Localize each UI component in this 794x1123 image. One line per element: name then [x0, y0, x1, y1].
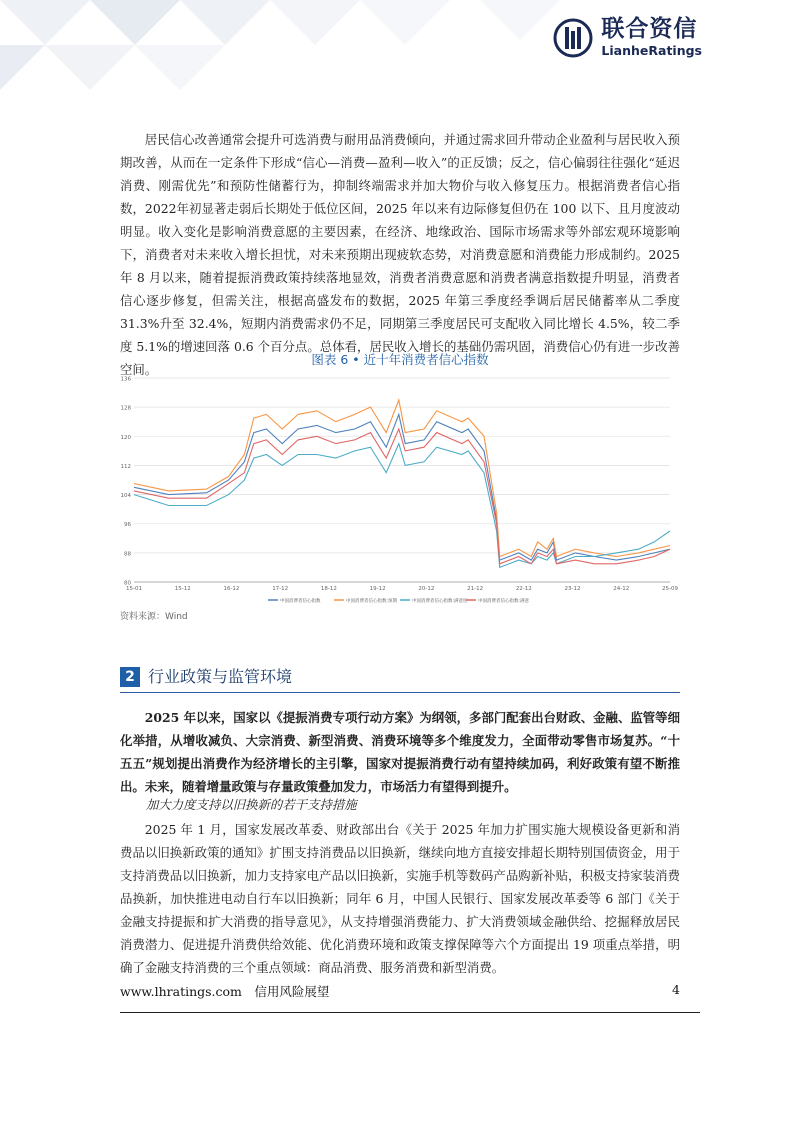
y-tick-label: 120 [120, 434, 131, 441]
x-tick-label: 15-12 [174, 586, 191, 592]
y-tick-label: 112 [120, 463, 131, 470]
footer-site: www.lhratings.com 信用风险展望 [120, 984, 330, 999]
section-header [120, 666, 680, 693]
series-line-4 [134, 429, 670, 564]
section-number: 2 [120, 667, 140, 687]
y-tick-label: 128 [120, 405, 131, 412]
page-number: 4 [672, 982, 680, 997]
lianhe-logo-icon [553, 18, 593, 58]
series-line-3 [134, 444, 670, 568]
x-tick-label: 18-12 [320, 586, 337, 592]
company-logo [553, 18, 702, 58]
footer-divider [120, 1012, 700, 1013]
figure-title: 图表 6 • 近十年消费者信心指数 [311, 352, 489, 367]
y-tick-label: 88 [124, 551, 131, 558]
logo-chinese-name: 联合资信 [601, 16, 698, 43]
x-tick-label: 24-12 [613, 586, 630, 592]
x-tick-label: 15-01 [126, 586, 142, 592]
x-tick-label: 22-12 [515, 586, 532, 592]
y-tick-label: 80 [124, 580, 131, 587]
legend-label: 中国消费者信心指数:满意 [478, 599, 530, 604]
x-tick-label: 16-12 [223, 586, 240, 592]
x-tick-label: 17-12 [272, 586, 289, 592]
legend-label: 中国消费者信心指数:满意度 [412, 599, 468, 604]
page-footer [120, 982, 680, 1000]
series-line-2 [134, 400, 670, 557]
section-lead-paragraph: 2025 年以来，国家以《提振消费专项行动方案》为纲领，多部门配套出台财政、金融、监管等细化举措，从增收减负、大宗消费、新型消费、消费环境等多个维度发力，全面带动零售市场复苏。“十五五”规划提出消费作为经济增长的主引擎，国家对提振消费行动有望持续加码，利好政策有望不断推出。未来，随着增量政策与存量政策叠加发力，市场活力有望得到提升。 [120, 710, 680, 794]
body-paragraph-consumer-confidence: 居民信心改善通常会提升可选消费与耐用品消费倾向，并通过需求回升带动企业盈利与居民收入预期改善，从而在一定条件下形成“信心—消费—盈利—收入”的正反馈；反之，信心偏弱往往强化“延迟消费、刚需优先”和预防性储蓄行为，抑制终端需求并加大物价与收入修复压力。根据消费者信心指数，2022年初显著走弱后长期处于低位区间，2025 年以来有边际修复但仍在 100 以下、且月度波动明显。收入变化是影响消费意愿的主要因素，在经济、地缘政治、国际市场需求等外部宏观环境影响下，消费者对未来收入增长担忧，对未来预期出现疲软态势，对消费意愿和消费能力形成制约。2025 年 8 月以来，随着提振消费政策持续落地显效，消费者消费意愿和消费者满意指数提升明显，消费者信心逐步修复，但需关注，根据高盛发布的数据，2025 年第三季度经季调后居民储蓄率从二季度 31.3%升至 32.4%，短期内消费需求仍不足，同期第三季度居民可支配收入同比增长 4.5%，较二季度 5.1%的增速回落 0.6 个百分点。总体看，居民收入增长的基础仍需巩固，消费信心仍有进一步改善空间。 [120, 132, 680, 377]
legend-label: 中国消费者信心指数:预期 [346, 599, 398, 604]
x-tick-label: 25-09 [662, 586, 678, 592]
x-tick-label: 23-12 [564, 586, 581, 592]
x-tick-label: 20-12 [418, 586, 435, 592]
y-tick-label: 136 [120, 376, 131, 383]
section-title: 行业政策与监管环境 [148, 667, 293, 686]
y-tick-label: 96 [124, 522, 131, 529]
figure-source: 资料来源：Wind [120, 612, 188, 622]
consumer-confidence-line-chart [118, 370, 680, 610]
section-subheading: 加大力度支持以旧换新的若干支持措施 [146, 797, 357, 812]
section-body-paragraph: 2025 年 1 月，国家发展改革委、财政部出台《关于 2025 年加力扩围实施大规模设备更新和消费品以旧换新政策的通知》扩围支持消费品以旧换新，继续向地方直接安排超长期特别国债资金，用于支持消费品以旧换新，加力支持家电产品以旧换新，实施手机等数码产品购新补贴，积极支持家装消费品换新，加快推进电动自行车以旧换新；同年 6 月，中国人民银行、国家发展改革委等 6 部门《关于金融支持提振和扩大消费的指导意见》，从支持增强消费能力、扩大消费领域金融供给、挖掘释放居民消费潜力、促进提升消费供给效能、优化消费环境和政策支撑保障等六个方面提出 19 项重点举措，明确了金融支持消费的三个重点领域：商品消费、服务消费和新型消费。 [120, 822, 680, 975]
logo-english-name: LianheRatings [601, 43, 702, 59]
x-tick-label: 21-12 [467, 586, 484, 592]
legend-label: 中国消费者信心指数 [280, 599, 321, 604]
x-tick-label: 19-12 [369, 586, 386, 592]
y-tick-label: 104 [120, 493, 131, 500]
